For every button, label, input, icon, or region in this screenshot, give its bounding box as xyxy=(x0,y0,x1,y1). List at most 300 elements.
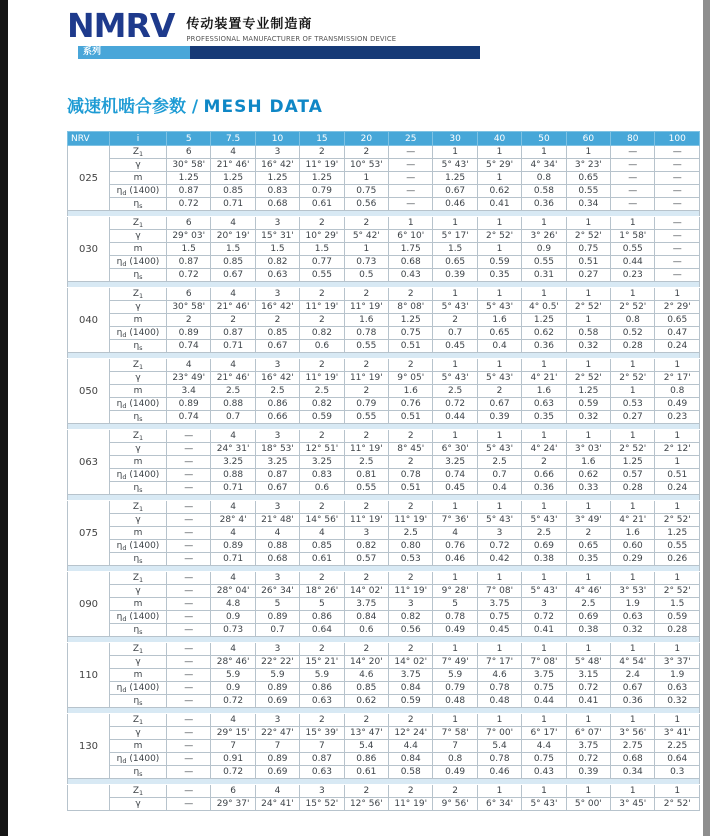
data-cell: — xyxy=(167,714,211,727)
data-cell: 14° 56' xyxy=(300,514,344,527)
row-label: $Z_1$ xyxy=(110,288,167,301)
data-cell: 26° 34' xyxy=(255,585,299,598)
data-cell: 0.71 xyxy=(211,198,255,211)
data-cell: 1.25 xyxy=(566,385,610,398)
data-cell: 0.75 xyxy=(344,185,388,198)
data-cell: 1.5 xyxy=(211,243,255,256)
table-row xyxy=(68,798,700,811)
data-cell: 0.41 xyxy=(522,624,566,637)
data-cell: 0.79 xyxy=(433,682,477,695)
data-cell: — xyxy=(167,553,211,566)
data-cell: 0.67 xyxy=(211,269,255,282)
data-cell: 2° 52' xyxy=(566,230,610,243)
row-label: $\eta_s$ xyxy=(110,766,167,779)
data-cell: 2 xyxy=(300,643,344,656)
header-nrv: NRV xyxy=(68,132,110,146)
data-cell: 0.88 xyxy=(255,540,299,553)
data-cell: 3.25 xyxy=(300,456,344,469)
data-cell: 15° 52' xyxy=(300,798,344,811)
data-cell: 0.85 xyxy=(211,185,255,198)
data-cell: 0.72 xyxy=(522,611,566,624)
data-cell: 4 xyxy=(211,288,255,301)
data-cell: 3 xyxy=(255,643,299,656)
data-cell: 0.68 xyxy=(611,753,655,766)
data-cell: — xyxy=(655,243,700,256)
data-cell: 8° 45' xyxy=(389,443,433,456)
data-cell: 3.75 xyxy=(566,740,610,753)
data-cell: 4 xyxy=(211,572,255,585)
header-bars xyxy=(78,46,703,59)
row-label: $\eta_s$ xyxy=(110,553,167,566)
left-edge-strip xyxy=(0,0,8,836)
data-cell: 0.53 xyxy=(611,398,655,411)
data-cell: 0.79 xyxy=(344,398,388,411)
row-label: m xyxy=(110,243,167,256)
data-cell: 0.81 xyxy=(344,469,388,482)
data-cell: 0.36 xyxy=(522,482,566,495)
data-cell: 0.7 xyxy=(211,411,255,424)
data-cell: 2 xyxy=(300,314,344,327)
data-cell: 21° 46' xyxy=(211,301,255,314)
data-cell: 0.44 xyxy=(522,695,566,708)
row-label: $\eta_s$ xyxy=(110,340,167,353)
row-label: m xyxy=(110,314,167,327)
data-cell: 12° 56' xyxy=(344,798,388,811)
table-row xyxy=(68,727,700,740)
data-cell: 3° 26' xyxy=(522,230,566,243)
data-cell: 1.25 xyxy=(255,172,299,185)
data-cell: 1 xyxy=(566,146,610,159)
data-cell: 7° 08' xyxy=(522,656,566,669)
data-cell: — xyxy=(655,269,700,282)
model-label: 090 xyxy=(68,572,110,637)
row-label: $\eta_s$ xyxy=(110,198,167,211)
header-ratio-10: 10 xyxy=(255,132,299,146)
table-row xyxy=(68,314,700,327)
data-cell: 8° 08' xyxy=(389,301,433,314)
data-cell: 0.75 xyxy=(389,327,433,340)
data-cell: 1.5 xyxy=(255,243,299,256)
data-cell: 1 xyxy=(477,146,521,159)
data-cell: 14° 20' xyxy=(344,656,388,669)
data-cell: 0.82 xyxy=(300,398,344,411)
data-cell: 1 xyxy=(477,572,521,585)
data-cell: 1 xyxy=(566,785,610,798)
data-cell: — xyxy=(167,798,211,811)
data-cell: 0.71 xyxy=(211,482,255,495)
data-cell: 1.6 xyxy=(477,314,521,327)
row-label: $\eta_d$ (1400) xyxy=(110,540,167,553)
data-cell: 0.32 xyxy=(655,695,700,708)
data-cell: 4° 21' xyxy=(611,514,655,527)
data-cell: 2 xyxy=(300,572,344,585)
table-row xyxy=(68,443,700,456)
data-cell: 1.25 xyxy=(522,314,566,327)
data-cell: 2° 52' xyxy=(655,514,700,527)
data-cell: 11° 19' xyxy=(389,798,433,811)
data-cell: 0.34 xyxy=(566,198,610,211)
table-row xyxy=(68,669,700,682)
table-row xyxy=(68,598,700,611)
data-cell: 5 xyxy=(255,598,299,611)
data-cell: 0.41 xyxy=(566,695,610,708)
brand-taglines xyxy=(186,13,396,43)
table-row xyxy=(68,340,700,353)
data-cell: 1.25 xyxy=(300,172,344,185)
data-cell: 0.86 xyxy=(300,611,344,624)
data-cell: 0.6 xyxy=(344,624,388,637)
data-cell: 2.4 xyxy=(611,669,655,682)
data-cell: 0.38 xyxy=(522,553,566,566)
data-cell: 1.25 xyxy=(389,314,433,327)
data-cell: 0.51 xyxy=(389,340,433,353)
data-cell: 0.78 xyxy=(344,327,388,340)
data-cell: 0.55 xyxy=(300,269,344,282)
header-ratio-i: i xyxy=(110,132,167,146)
data-cell: 0.43 xyxy=(522,766,566,779)
table-row xyxy=(68,456,700,469)
row-label: m xyxy=(110,669,167,682)
data-cell: 0.26 xyxy=(655,553,700,566)
data-cell: 0.85 xyxy=(344,682,388,695)
data-cell: 1 xyxy=(522,288,566,301)
data-cell: 0.89 xyxy=(255,682,299,695)
data-cell: 5.9 xyxy=(211,669,255,682)
data-cell: 11° 19' xyxy=(300,372,344,385)
table-row xyxy=(68,430,700,443)
data-cell: 5° 43' xyxy=(477,372,521,385)
data-cell: 2 xyxy=(344,501,388,514)
row-label: $\eta_d$ (1400) xyxy=(110,469,167,482)
data-cell: 1 xyxy=(655,714,700,727)
data-cell: 6 xyxy=(167,217,211,230)
data-cell: 0.78 xyxy=(433,611,477,624)
data-cell: 0.84 xyxy=(344,611,388,624)
data-cell: 1 xyxy=(477,785,521,798)
row-label: γ xyxy=(110,727,167,740)
table-row xyxy=(68,501,700,514)
data-cell: 2 xyxy=(389,456,433,469)
data-cell: — xyxy=(167,598,211,611)
table-row xyxy=(68,753,700,766)
header-ratio-25: 25 xyxy=(389,132,433,146)
data-cell: 1 xyxy=(433,572,477,585)
data-cell: 1.6 xyxy=(611,527,655,540)
row-label: $\eta_s$ xyxy=(110,695,167,708)
data-cell: 3.4 xyxy=(167,385,211,398)
data-cell: 0.62 xyxy=(522,327,566,340)
data-cell: 2° 52' xyxy=(611,301,655,314)
data-cell: 0.59 xyxy=(655,611,700,624)
data-cell: 0.75 xyxy=(522,753,566,766)
data-cell: 1.9 xyxy=(655,669,700,682)
data-cell: — xyxy=(389,146,433,159)
data-cell: 0.36 xyxy=(611,695,655,708)
table-row xyxy=(68,785,700,798)
data-cell: 1 xyxy=(477,430,521,443)
data-cell: 0.58 xyxy=(389,766,433,779)
data-cell: 0.62 xyxy=(344,695,388,708)
data-cell: 30° 58' xyxy=(167,301,211,314)
data-cell: 0.55 xyxy=(344,340,388,353)
data-cell: 5.9 xyxy=(300,669,344,682)
data-cell: — xyxy=(167,430,211,443)
data-cell: 0.89 xyxy=(255,611,299,624)
data-cell: — xyxy=(167,514,211,527)
data-cell: 0.35 xyxy=(477,269,521,282)
header-ratio-80: 80 xyxy=(611,132,655,146)
data-cell: 0.9 xyxy=(211,611,255,624)
data-cell: 0.74 xyxy=(167,411,211,424)
data-cell: 2 xyxy=(344,217,388,230)
data-cell: 2 xyxy=(167,314,211,327)
data-cell: 0.48 xyxy=(433,695,477,708)
table-row xyxy=(68,624,700,637)
data-cell: 0.49 xyxy=(655,398,700,411)
header-ratio-20: 20 xyxy=(344,132,388,146)
header-ratio-5: 5 xyxy=(167,132,211,146)
data-cell: 0.85 xyxy=(211,256,255,269)
data-cell: 0.24 xyxy=(655,482,700,495)
data-cell: 1 xyxy=(611,501,655,514)
row-label: $\eta_d$ (1400) xyxy=(110,611,167,624)
row-label: $\eta_d$ (1400) xyxy=(110,256,167,269)
data-cell: 4.4 xyxy=(522,740,566,753)
data-cell: 0.59 xyxy=(389,695,433,708)
data-cell: 0.45 xyxy=(433,482,477,495)
data-cell: 2 xyxy=(300,217,344,230)
catalog-page xyxy=(8,0,703,836)
data-cell: 0.73 xyxy=(344,256,388,269)
data-cell: 0.84 xyxy=(389,682,433,695)
data-cell: 4.6 xyxy=(477,669,521,682)
table-row xyxy=(68,553,700,566)
data-cell: 3 xyxy=(255,359,299,372)
data-cell: 3 xyxy=(255,501,299,514)
data-cell: 0.67 xyxy=(611,682,655,695)
data-cell: 1.6 xyxy=(522,385,566,398)
data-cell: 2 xyxy=(389,288,433,301)
data-cell: 0.36 xyxy=(522,340,566,353)
data-cell: 2.75 xyxy=(611,740,655,753)
data-cell: 7° 00' xyxy=(477,727,521,740)
data-cell: 15° 39' xyxy=(300,727,344,740)
brand-header xyxy=(67,6,703,45)
page-title xyxy=(67,96,703,118)
data-cell: 0.63 xyxy=(300,695,344,708)
table-row xyxy=(68,766,700,779)
data-cell: 0.88 xyxy=(211,469,255,482)
data-cell: 1 xyxy=(433,359,477,372)
data-cell: 1 xyxy=(477,643,521,656)
data-cell: 0.72 xyxy=(566,682,610,695)
data-cell: 0.75 xyxy=(522,682,566,695)
model-label: 130 xyxy=(68,714,110,779)
data-cell: 5° 48' xyxy=(566,656,610,669)
data-cell: 0.39 xyxy=(566,766,610,779)
data-cell: — xyxy=(167,527,211,540)
data-cell: 1 xyxy=(522,643,566,656)
data-cell: 0.82 xyxy=(255,256,299,269)
data-cell: 0.7 xyxy=(255,624,299,637)
data-cell: 2 xyxy=(389,643,433,656)
data-cell: 0.61 xyxy=(300,553,344,566)
row-label: $Z_1$ xyxy=(110,714,167,727)
data-cell: 24° 31' xyxy=(211,443,255,456)
data-cell: — xyxy=(167,766,211,779)
row-label: m xyxy=(110,527,167,540)
data-cell: 0.68 xyxy=(389,256,433,269)
data-cell: 0.44 xyxy=(611,256,655,269)
data-cell: 0.72 xyxy=(477,540,521,553)
data-cell: — xyxy=(611,146,655,159)
data-cell: 12° 24' xyxy=(389,727,433,740)
data-cell: 0.72 xyxy=(167,269,211,282)
row-label: $Z_1$ xyxy=(110,785,167,798)
data-cell: 0.5 xyxy=(344,269,388,282)
data-cell: 2 xyxy=(344,359,388,372)
data-cell: 5° 43' xyxy=(522,514,566,527)
data-cell: 0.64 xyxy=(655,753,700,766)
data-cell: 22° 47' xyxy=(255,727,299,740)
header-ratio-50: 50 xyxy=(522,132,566,146)
data-cell: — xyxy=(167,540,211,553)
data-cell: 0.71 xyxy=(211,340,255,353)
data-cell: 3° 37' xyxy=(655,656,700,669)
data-cell: 0.59 xyxy=(566,398,610,411)
data-cell: 0.24 xyxy=(655,340,700,353)
data-cell: 2 xyxy=(344,146,388,159)
data-cell: 3° 45' xyxy=(611,798,655,811)
data-cell: — xyxy=(655,230,700,243)
data-cell: 0.63 xyxy=(611,611,655,624)
data-cell: 0.48 xyxy=(477,695,521,708)
data-cell: 16° 42' xyxy=(255,301,299,314)
data-cell: 0.39 xyxy=(433,269,477,282)
data-cell: 3.75 xyxy=(344,598,388,611)
data-cell: 0.55 xyxy=(344,411,388,424)
data-cell: 1 xyxy=(566,572,610,585)
data-cell: 22° 22' xyxy=(255,656,299,669)
data-cell: 2.5 xyxy=(300,385,344,398)
data-cell: 3° 41' xyxy=(655,727,700,740)
row-label: $Z_1$ xyxy=(110,430,167,443)
data-cell: 2° 52' xyxy=(611,372,655,385)
data-cell: 5° 43' xyxy=(433,372,477,385)
data-cell: 5° 43' xyxy=(522,798,566,811)
data-cell: 0.51 xyxy=(389,411,433,424)
data-cell: 1 xyxy=(522,785,566,798)
data-cell: 0.8 xyxy=(655,385,700,398)
data-cell: 0.27 xyxy=(566,269,610,282)
data-cell: 1 xyxy=(611,430,655,443)
data-cell: 0.65 xyxy=(433,256,477,269)
data-cell: 4° 46' xyxy=(566,585,610,598)
model-label xyxy=(68,785,110,811)
data-cell: 9° 05' xyxy=(389,372,433,385)
data-cell: 0.36 xyxy=(522,198,566,211)
table-row xyxy=(68,385,700,398)
data-cell: 1 xyxy=(433,643,477,656)
data-cell: 1 xyxy=(655,785,700,798)
data-cell: 0.63 xyxy=(522,398,566,411)
data-cell: 0.80 xyxy=(389,540,433,553)
data-cell: 0.82 xyxy=(300,327,344,340)
data-cell: 0.49 xyxy=(433,766,477,779)
data-cell: 0.55 xyxy=(611,243,655,256)
data-cell: 4 xyxy=(211,430,255,443)
data-cell: 0.67 xyxy=(255,482,299,495)
row-label: $Z_1$ xyxy=(110,643,167,656)
data-cell: 4 xyxy=(167,359,211,372)
data-cell: 7° 36' xyxy=(433,514,477,527)
data-cell: 1.5 xyxy=(655,598,700,611)
data-cell: 0.49 xyxy=(433,624,477,637)
data-cell: 5° 43' xyxy=(477,514,521,527)
data-cell: 0.87 xyxy=(167,185,211,198)
model-label: 025 xyxy=(68,146,110,211)
data-cell: 0.23 xyxy=(655,411,700,424)
data-cell: 0.32 xyxy=(566,411,610,424)
data-cell: 3.25 xyxy=(255,456,299,469)
data-cell: 0.76 xyxy=(433,540,477,553)
data-cell: 0.69 xyxy=(255,766,299,779)
data-cell: 3 xyxy=(255,714,299,727)
data-cell: 3.75 xyxy=(522,669,566,682)
table-row xyxy=(68,372,700,385)
data-cell: 1 xyxy=(566,314,610,327)
data-cell: 1.5 xyxy=(167,243,211,256)
data-cell: 1 xyxy=(522,714,566,727)
data-cell: 3 xyxy=(344,527,388,540)
data-cell: — xyxy=(167,656,211,669)
table-row xyxy=(68,611,700,624)
data-cell: — xyxy=(167,785,211,798)
data-cell: 0.41 xyxy=(477,198,521,211)
data-cell: 3° 23' xyxy=(566,159,610,172)
data-cell: 0.86 xyxy=(344,753,388,766)
data-cell: 1 xyxy=(477,501,521,514)
data-cell: — xyxy=(167,740,211,753)
data-cell: 1 xyxy=(611,385,655,398)
data-cell: — xyxy=(167,643,211,656)
row-label: $\eta_s$ xyxy=(110,482,167,495)
data-cell: 21° 46' xyxy=(211,372,255,385)
data-cell: 1 xyxy=(611,217,655,230)
data-cell: 29° 15' xyxy=(211,727,255,740)
tagline-en: PROFESSIONAL MANUFACTURER OF TRANSMISSION DEVICE xyxy=(186,35,397,43)
model-label: 030 xyxy=(68,217,110,282)
data-cell: 0.47 xyxy=(655,327,700,340)
row-label: γ xyxy=(110,514,167,527)
data-cell: 0.8 xyxy=(433,753,477,766)
data-cell: — xyxy=(167,585,211,598)
data-cell: 1 xyxy=(344,243,388,256)
model-label: 050 xyxy=(68,359,110,424)
data-cell: 2° 17' xyxy=(655,372,700,385)
table-row xyxy=(68,230,700,243)
data-cell: 28° 04' xyxy=(211,585,255,598)
data-cell: 4 xyxy=(211,501,255,514)
data-cell: 18° 53' xyxy=(255,443,299,456)
data-cell: 11° 19' xyxy=(344,301,388,314)
data-cell: 1 xyxy=(655,501,700,514)
data-cell: 1.6 xyxy=(566,456,610,469)
data-cell: 4 xyxy=(211,146,255,159)
header-ratio-15: 15 xyxy=(300,132,344,146)
data-cell: 0.82 xyxy=(344,540,388,553)
data-cell: 1.5 xyxy=(433,243,477,256)
